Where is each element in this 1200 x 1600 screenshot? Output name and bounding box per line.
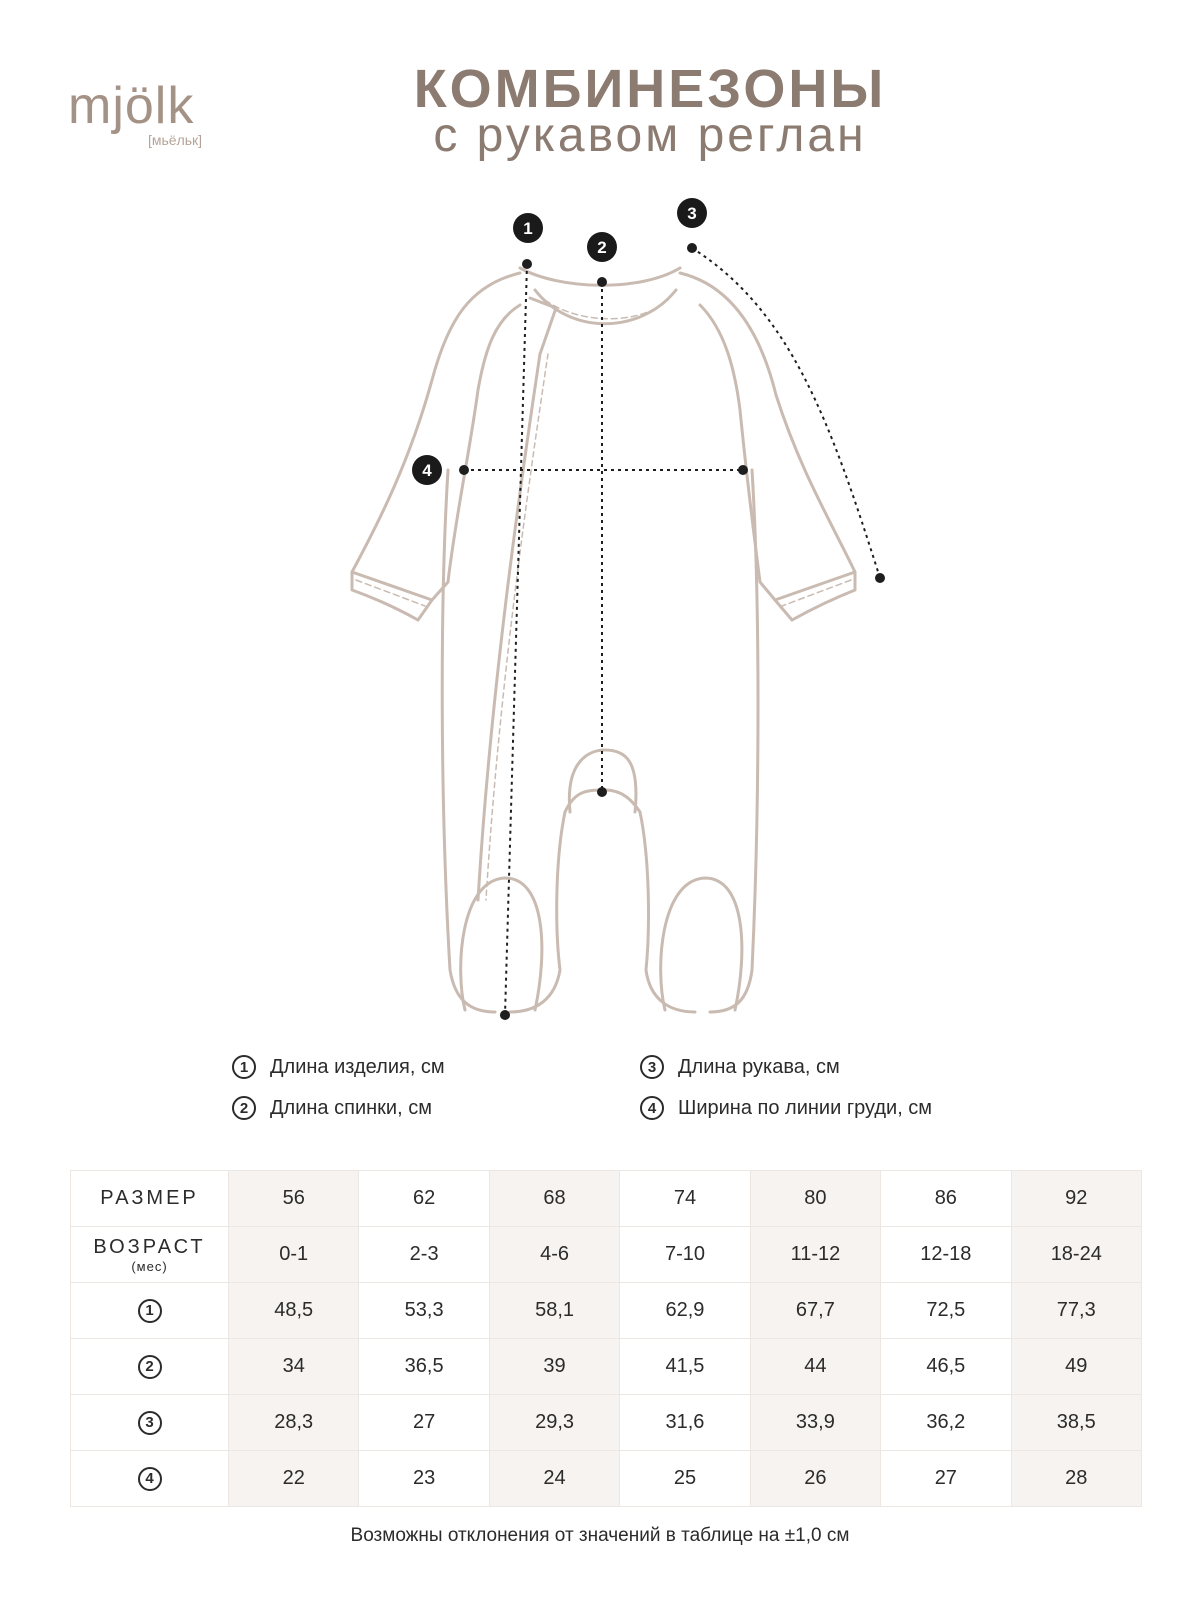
measure-row-2 [71, 1339, 1142, 1395]
age-cell: 0-1 [229, 1227, 359, 1283]
age-header-label: ВОЗРАСТ [93, 1235, 206, 1258]
legend-item-4 [640, 1096, 932, 1120]
value-cell: 23 [359, 1451, 489, 1507]
legend-label: Длина изделия, см [270, 1055, 445, 1078]
value-cell: 72,5 [881, 1283, 1011, 1339]
row-label [71, 1283, 229, 1339]
measure-row-4 [71, 1451, 1142, 1507]
svg-text:3: 3 [687, 204, 697, 223]
size-cell: 92 [1011, 1171, 1141, 1227]
legend-number: 1 [232, 1055, 256, 1079]
garment-outline [352, 268, 855, 1012]
logo-subtext: [мьёльк] [148, 132, 203, 148]
age-cell: 12-18 [881, 1227, 1011, 1283]
value-cell: 49 [1011, 1339, 1141, 1395]
size-cell: 80 [750, 1171, 880, 1227]
value-cell: 36,5 [359, 1339, 489, 1395]
legend-label: Ширина по линии груди, см [678, 1096, 933, 1119]
logo-text: mjölk [68, 77, 195, 135]
age-header-unit: (мес) [131, 1258, 168, 1274]
value-cell: 24 [489, 1451, 619, 1507]
size-cell: 62 [359, 1171, 489, 1227]
age-cell: 18-24 [1011, 1227, 1141, 1283]
legend-item-1 [232, 1055, 445, 1079]
value-cell: 44 [750, 1339, 880, 1395]
svg-text:1: 1 [523, 219, 533, 238]
marker-4 [412, 455, 442, 485]
size-header: РАЗМЕР [71, 1171, 229, 1227]
legend-label: Длина спинки, см [270, 1096, 432, 1119]
age-cell: 7-10 [620, 1227, 750, 1283]
svg-text:2: 2 [597, 238, 607, 257]
size-table [70, 1170, 1142, 1507]
value-cell: 41,5 [620, 1339, 750, 1395]
measure-row-1 [71, 1283, 1142, 1339]
marker-1 [513, 213, 543, 243]
value-cell: 25 [620, 1451, 750, 1507]
value-cell: 38,5 [1011, 1395, 1141, 1451]
value-cell: 58,1 [489, 1283, 619, 1339]
size-cell: 56 [229, 1171, 359, 1227]
size-cell: 74 [620, 1171, 750, 1227]
legend-label: Длина рукава, см [678, 1055, 840, 1078]
row-number: 1 [138, 1299, 162, 1323]
value-cell: 33,9 [750, 1395, 880, 1451]
value-cell: 46,5 [881, 1339, 1011, 1395]
size-row [71, 1171, 1142, 1227]
marker-3 [677, 198, 707, 228]
value-cell: 48,5 [229, 1283, 359, 1339]
age-header [71, 1227, 229, 1283]
row-number: 3 [138, 1411, 162, 1435]
row-label [71, 1451, 229, 1507]
value-cell: 31,6 [620, 1395, 750, 1451]
value-cell: 67,7 [750, 1283, 880, 1339]
legend-item-3 [640, 1055, 840, 1079]
value-cell: 39 [489, 1339, 619, 1395]
page-subtitle: с рукавом реглан [433, 109, 867, 162]
measure-row-3 [71, 1395, 1142, 1451]
value-cell: 28 [1011, 1451, 1141, 1507]
value-cell: 29,3 [489, 1395, 619, 1451]
legend-number: 3 [640, 1055, 664, 1079]
value-cell: 26 [750, 1451, 880, 1507]
age-cell: 2-3 [359, 1227, 489, 1283]
legend-item-2 [232, 1096, 432, 1120]
row-number: 2 [138, 1355, 162, 1379]
svg-text:4: 4 [422, 461, 432, 480]
brand-logo [68, 77, 228, 148]
value-cell: 77,3 [1011, 1283, 1141, 1339]
size-cell: 68 [489, 1171, 619, 1227]
value-cell: 53,3 [359, 1283, 489, 1339]
size-cell: 86 [881, 1171, 1011, 1227]
legend-number: 2 [232, 1096, 256, 1120]
page-title: КОМБИНЕЗОНЫ [413, 59, 887, 119]
tolerance-note: Возможны отклонения от значений в таблице на ±1,0 см [350, 1525, 850, 1546]
age-row [71, 1227, 1142, 1283]
value-cell: 27 [359, 1395, 489, 1451]
age-cell: 4-6 [489, 1227, 619, 1283]
garment-diagram [0, 190, 1200, 1030]
measurement-lines [464, 248, 880, 1015]
value-cell: 34 [229, 1339, 359, 1395]
value-cell: 27 [881, 1451, 1011, 1507]
value-cell: 28,3 [229, 1395, 359, 1451]
legend-number: 4 [640, 1096, 664, 1120]
age-cell: 11-12 [750, 1227, 880, 1283]
row-label [71, 1395, 229, 1451]
value-cell: 36,2 [881, 1395, 1011, 1451]
marker-2 [587, 232, 617, 262]
value-cell: 22 [229, 1451, 359, 1507]
row-label [71, 1339, 229, 1395]
value-cell: 62,9 [620, 1283, 750, 1339]
row-number: 4 [138, 1467, 162, 1491]
